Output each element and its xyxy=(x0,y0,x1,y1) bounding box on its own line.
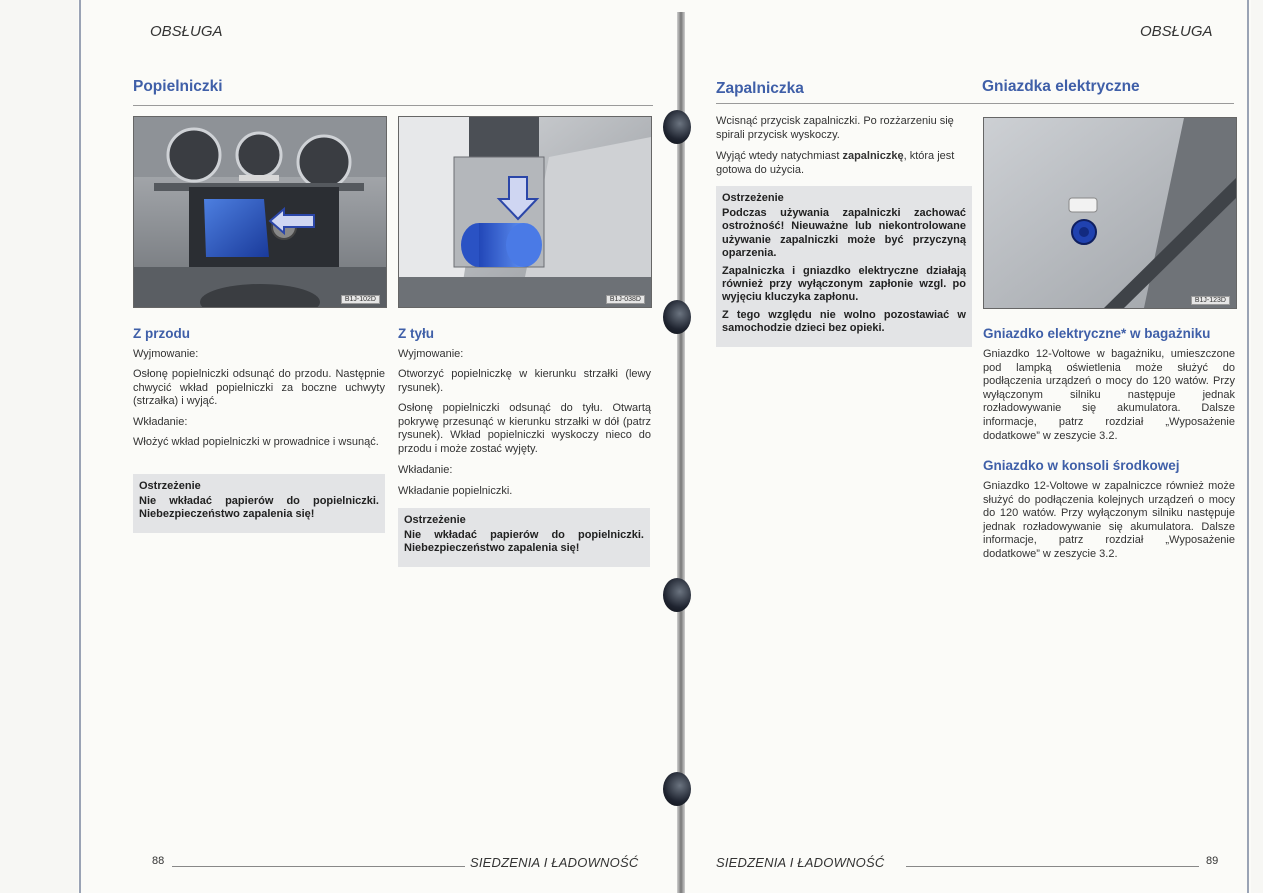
rear-inserting-text: Wkładanie popielniczki. xyxy=(398,485,513,497)
sockets-title: Gniazdka elektryczne xyxy=(982,78,1140,95)
section-header: OBSŁUGA xyxy=(1140,23,1213,40)
figure-code: B1J-038D xyxy=(606,295,645,304)
boot-socket-text: Gniazdko 12-Voltowe w bagażniku, umieszczone pod lampką oświetlenia może służyć do podłączenia urządzeń o mocy do 120 watów. Przy wyłączonym silniku następuje jednak rozładowywanie się akumulatora. Dalsze informacje, patrz rozdział „Wyposażenie dodatkowe” w zeszycie 3.2. xyxy=(983,348,1235,442)
lighter-para-1: Wcisnąć przycisk zapalniczki. Po rozżarzeniu się spirali przycisk wyskoczy. xyxy=(716,115,954,141)
warning-text: Nie wkładać papierów do popielniczki. Niebezpieczeństwo zapalenia się! xyxy=(139,495,379,521)
boot-socket-heading: Gniazdko elektryczne* w bagażniku xyxy=(983,326,1211,341)
figure-code: B1J-123D xyxy=(1191,296,1230,305)
warning-title: Ostrzeżenie xyxy=(139,480,201,492)
binding-spine xyxy=(677,12,685,893)
front-warning-box xyxy=(133,474,385,533)
rear-inserting-label: Wkładanie: xyxy=(398,464,453,476)
figure-boot-socket xyxy=(983,117,1237,309)
warning-text: Podczas używania zapalniczki zachować ostrożność! Nieuważne lub niekontrolowane używanie zapalniczki może być przyczyną oparzenia. xyxy=(722,207,966,260)
figure-code: B1J-102D xyxy=(341,295,380,304)
footer-rule xyxy=(172,866,465,867)
rear-removing-text-1: Otworzyć popielniczkę w kierunku strzałki (lewy rysunek). xyxy=(398,368,651,394)
title-rule xyxy=(133,105,653,106)
rear-removing-text-2: Osłonę popielniczki odsunąć do tyłu. Otwartą pokrywę przesunąć w kierunku strzałki w dół (patrz rysunek). Wkład popielniczki wyskoczy nieco do przodu i może zostać wyjęty. xyxy=(398,402,651,455)
title-rule xyxy=(716,103,1234,104)
rear-removing-label: Wyjmowanie: xyxy=(398,348,464,360)
binder-ring-icon xyxy=(663,772,691,806)
section-header: OBSŁUGA xyxy=(150,23,223,40)
footer-rule xyxy=(906,866,1199,867)
front-inserting-text: Włożyć wkład popielniczki w prowadnice i wsunąć. xyxy=(133,436,379,448)
warning-title: Ostrzeżenie xyxy=(404,514,466,526)
lighter-title: Zapalniczka xyxy=(716,80,804,97)
footer-chapter: SIEDZENIA I ŁADOWNOŚĆ xyxy=(470,855,639,870)
console-socket-text: Gniazdko 12-Voltowe w zapalniczce również może służyć do podłączenia kolejnych urządzeń o mocy do 120 watów. Przy wyłączonym silniku następuje jednak rozładowywanie się akumulatora. Dalsze informacje, patrz rozdział „Wyposażenie dodatkowe” w zeszycie 3.2. xyxy=(983,480,1235,560)
warning-title: Ostrzeżenie xyxy=(722,192,784,204)
page-number: 89 xyxy=(1206,855,1219,867)
warning-text: Nie wkładać papierów do popielniczki. Niebezpieczeństwo zapalenia się! xyxy=(404,529,644,555)
console-socket-heading: Gniazdko w konsoli środkowej xyxy=(983,458,1180,473)
right-page-edge xyxy=(1247,0,1249,893)
warning-text: Zapalniczka i gniazdko elektryczne działają również przy wyłączonym zapłonie wzgl. po wyjęciu kluczyka zapłonu. xyxy=(722,264,966,304)
footer-chapter: SIEDZENIA I ŁADOWNOŚĆ xyxy=(716,855,885,870)
left-page-edge xyxy=(79,0,81,893)
binder-ring-icon xyxy=(663,578,691,612)
front-heading: Z przodu xyxy=(133,326,190,341)
lighter-warning-box xyxy=(716,186,972,347)
page-number: 88 xyxy=(152,855,165,867)
lighter-para-2: Wyjąć wtedy natychmiast zapalniczkę, która jest gotowa do użycia. xyxy=(716,150,955,176)
front-removing-text: Osłonę popielniczki odsunąć do przodu. Następnie chwycić wkład popielniczki za boczne uchwyty (strzałka) i wyjąć. xyxy=(133,368,385,408)
figure-front-ashtray xyxy=(133,116,387,308)
binder-ring-icon xyxy=(663,110,691,144)
page-title: Popielniczki xyxy=(133,78,223,95)
front-inserting-label: Wkładanie: xyxy=(133,416,188,428)
front-removing-label: Wyjmowanie: xyxy=(133,348,199,360)
rear-warning-box xyxy=(398,508,650,567)
binder-ring-icon xyxy=(663,300,691,334)
figure-rear-ashtray xyxy=(398,116,652,308)
warning-text: Z tego względu nie wolno pozostawiać w samochodzie dzieci bez opieki. xyxy=(722,308,966,335)
rear-heading: Z tyłu xyxy=(398,326,434,341)
